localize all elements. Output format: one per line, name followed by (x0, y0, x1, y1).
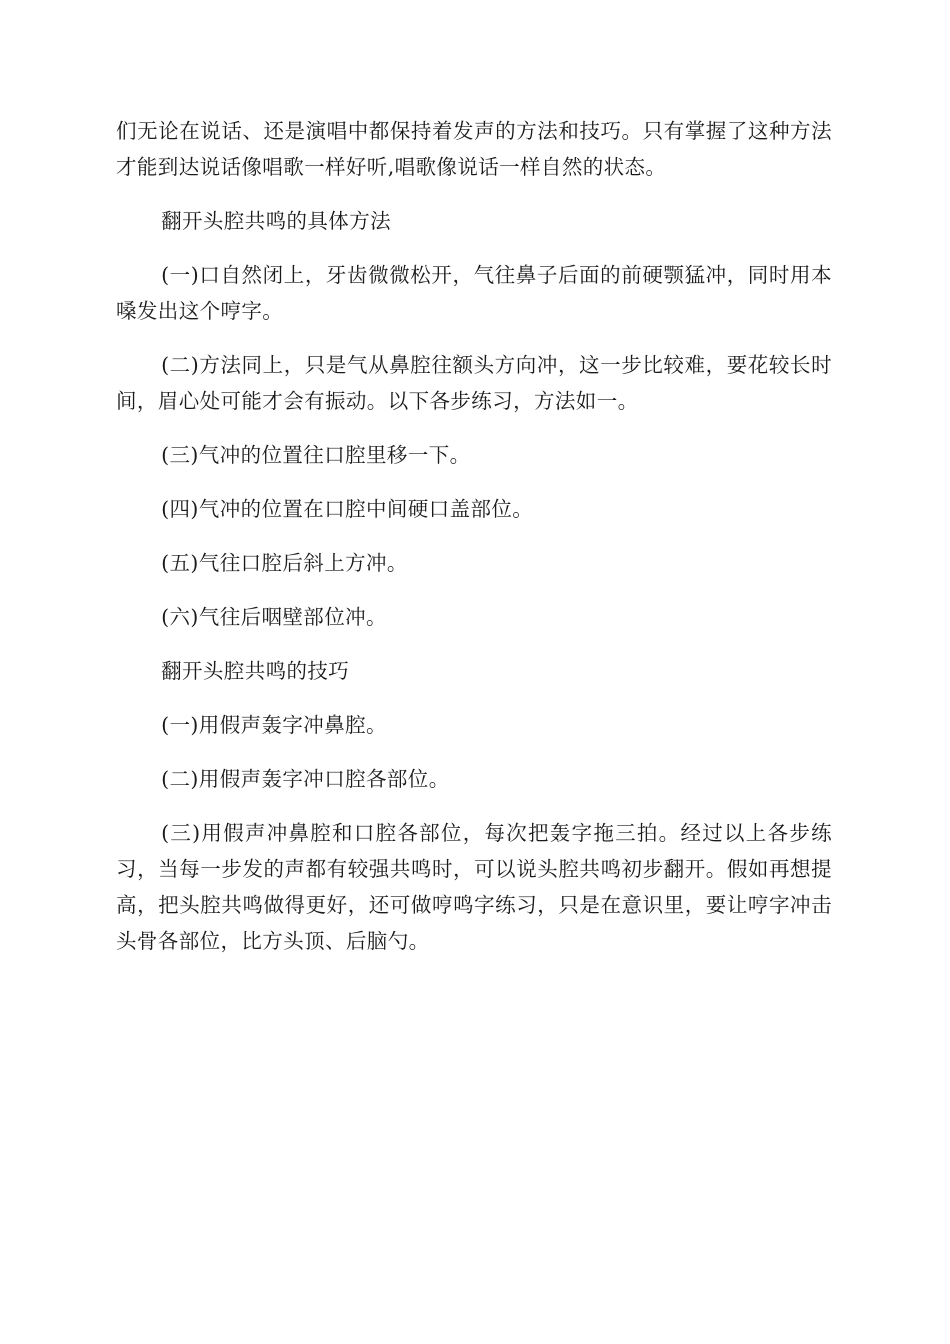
method-step-5: (五)气往口腔后斜上方冲。 (161, 551, 408, 575)
method-step-1: (一)口自然闭上，牙齿微微松开，气往鼻子后面的前硬颚猛冲，同时用本嗓发出这个哼字。 (116, 263, 832, 323)
method-step-2: (二)方法同上，只是气从鼻腔往额头方向冲，这一步比较难，要花较长时间，眉心处可能才会有振动。以下各步练习，方法如一。 (116, 353, 832, 413)
method-step-4: (四)气冲的位置在口腔中间硬口盖部位。 (161, 497, 534, 521)
technique-step-1: (一)用假声轰字冲鼻腔。 (161, 713, 387, 737)
method-step-3: (三)气冲的位置往口腔里移一下。 (161, 443, 471, 467)
technique-step-2: (二)用假声轰字冲口腔各部位。 (161, 767, 450, 791)
section-heading-techniques: 翻开头腔共鸣的技巧 (161, 659, 350, 683)
paragraph-continuation: 们无论在说话、还是演唱中都保持着发声的方法和技巧。只有掌握了这种方法才能到达说话像唱歌一样好听,唱歌像说话一样自然的状态。 (116, 119, 832, 179)
document-body (116, 113, 832, 977)
technique-step-3: (三)用假声冲鼻腔和口腔各部位，每次把轰字拖三拍。经过以上各步练习，当每一步发的声都有较强共鸣时，可以说头腔共鸣初步翻开。假如再想提高，把头腔共鸣做得更好，还可做哼鸣字练习，只是在意识里，要让哼字冲击头骨各部位，比方头顶、后脑勺。 (116, 821, 832, 953)
method-step-6: (六)气往后咽壁部位冲。 (161, 605, 387, 629)
section-heading-methods: 翻开头腔共鸣的具体方法 (161, 209, 391, 233)
